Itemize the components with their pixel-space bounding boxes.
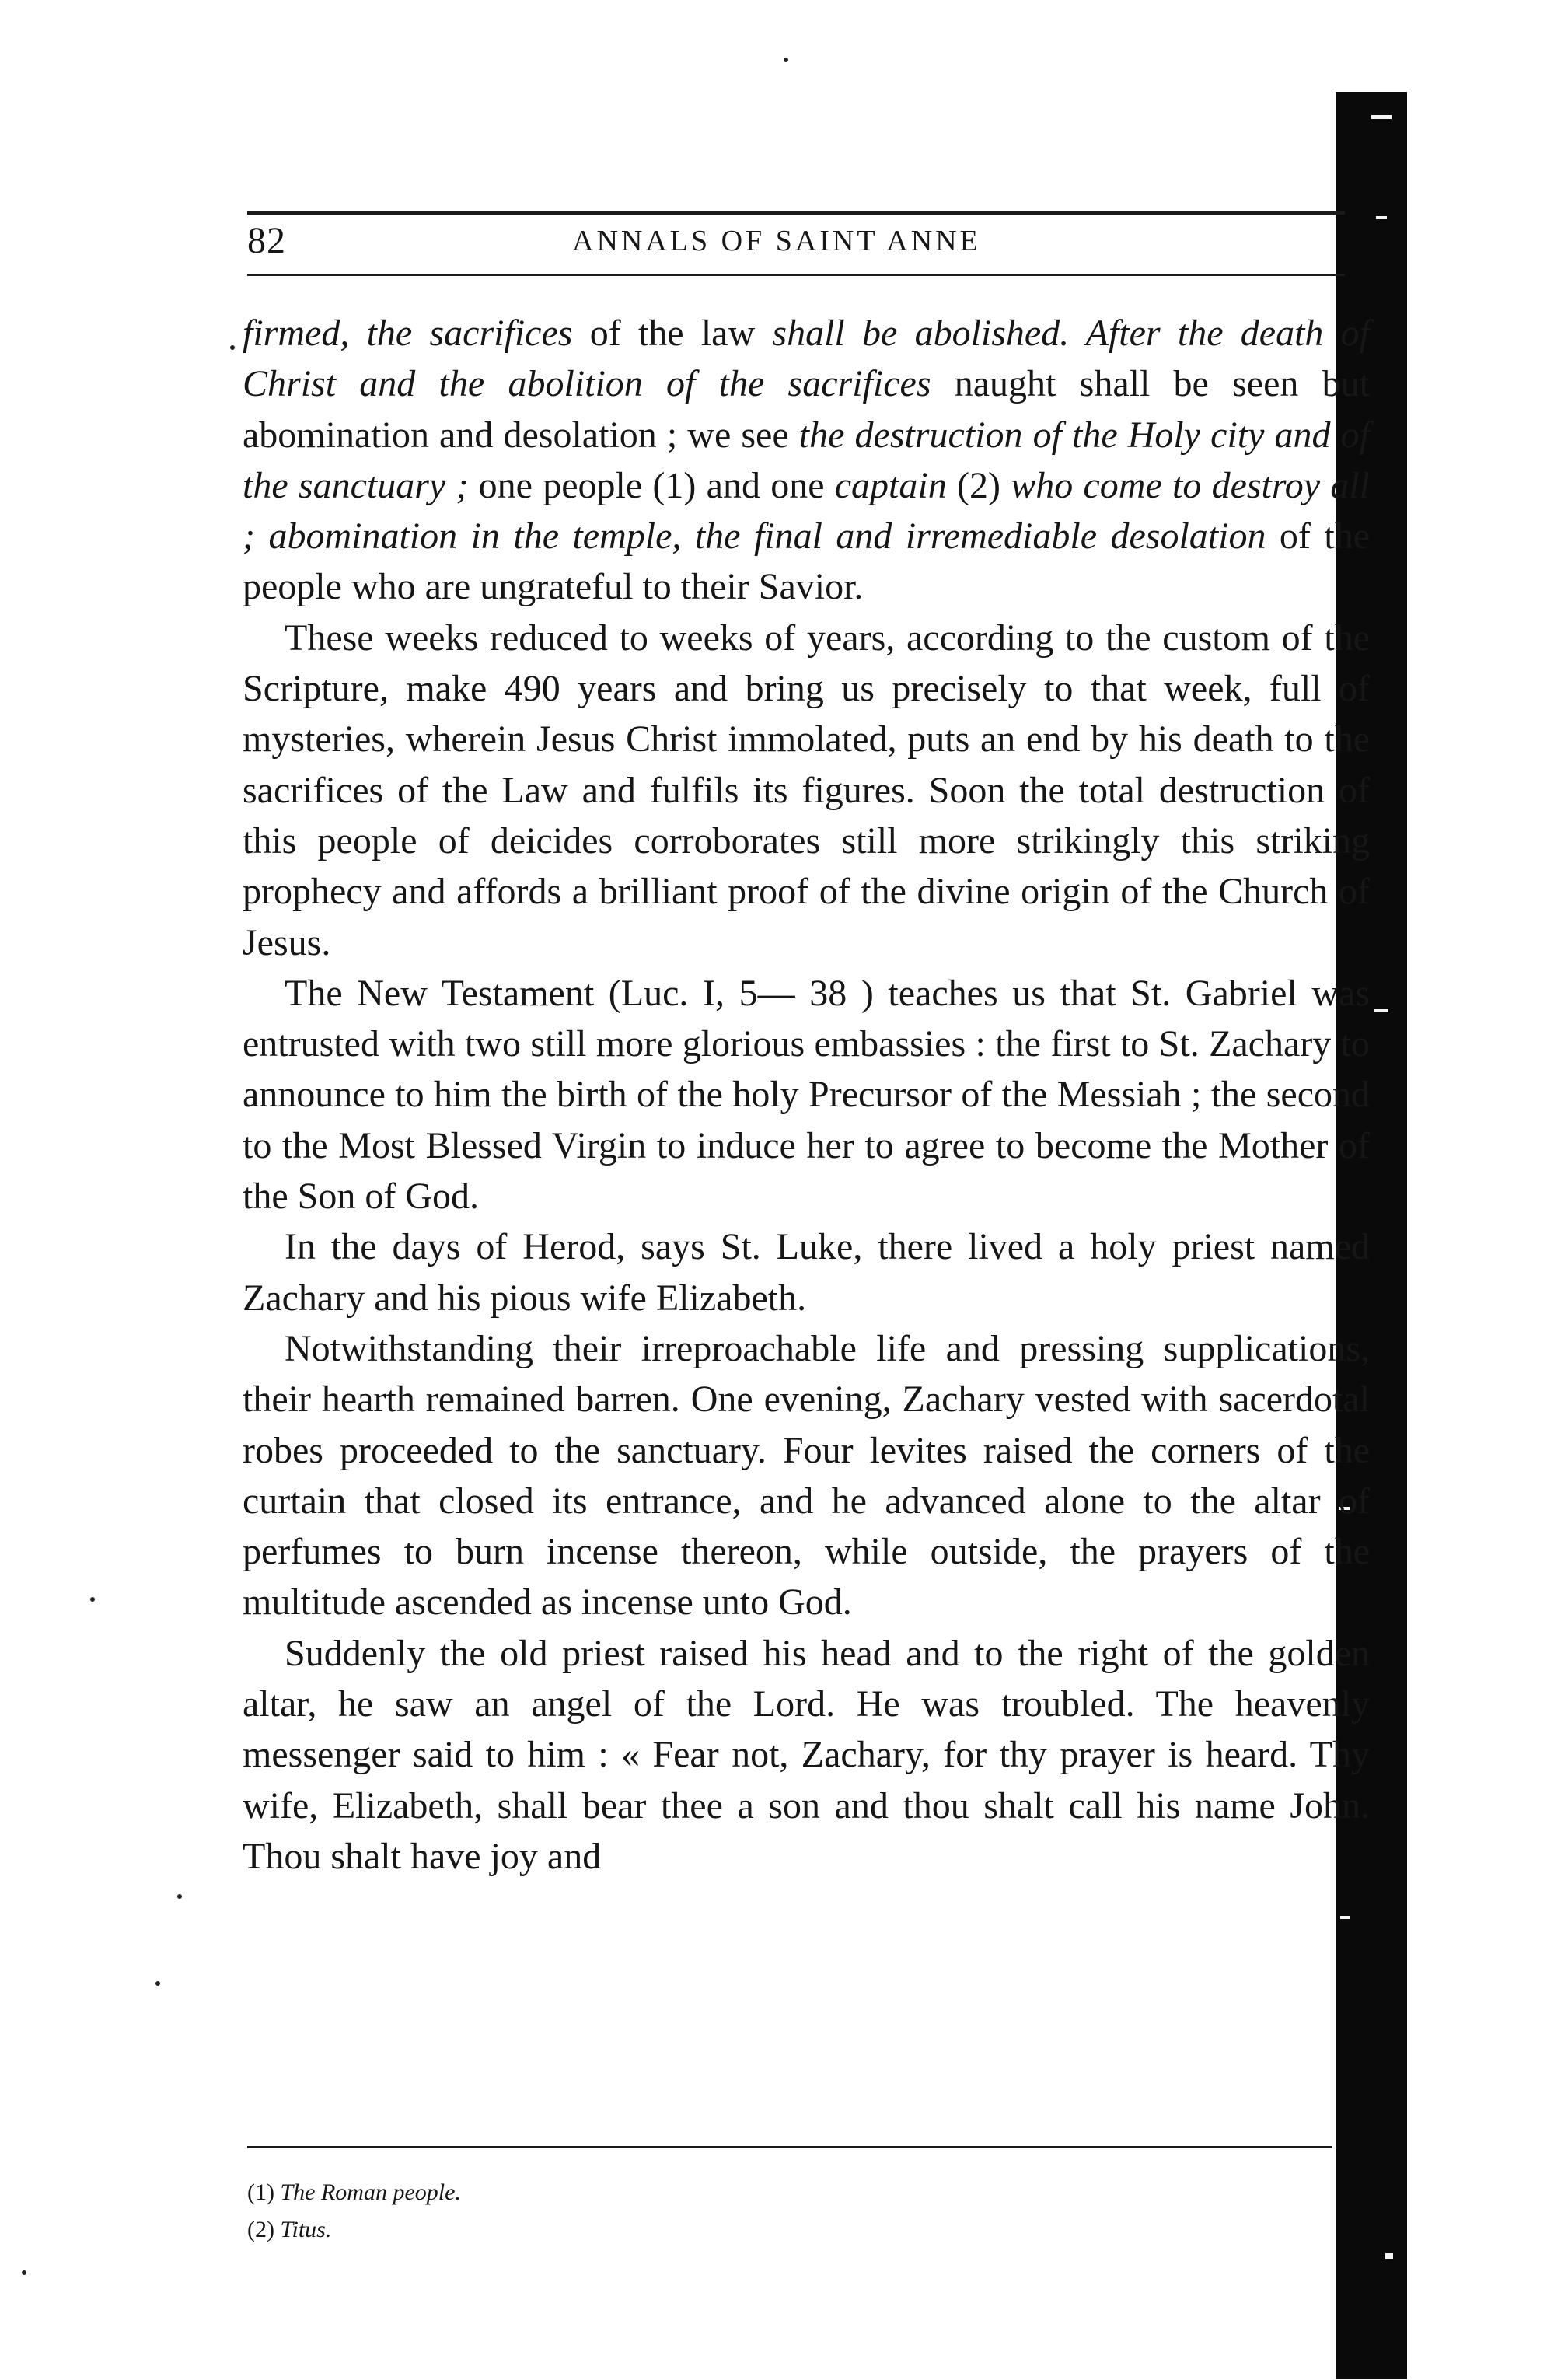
text-run: one people (1) and one — [468, 464, 835, 506]
scan-speck — [22, 2270, 26, 2275]
page-number: 82 — [247, 220, 286, 261]
text-run: of the law — [572, 313, 773, 354]
text-run: naught shall be seen but abomination and desolation ; we see — [243, 363, 1370, 456]
footnote-marker: (1) — [247, 2179, 274, 2205]
italic-run: shall be abolished. After the death of Christ and the abolition of the sacrifices — [243, 313, 1370, 405]
paragraph-notwithstanding: Notwithstanding their irreproachable life and pressing supplications, their hearth remained barren. One evening, Zachary vested with sacerdotal robes proceeded to the sanctuary. Four levites raised the corners of the curtain that closed its entrance, and he advanced alone to the altar of perfumes to burn incense thereon, while outside, the prayers of the multitude ascended as incense unto God. — [243, 1327, 1370, 1623]
header-bottom-rule — [247, 274, 1345, 276]
text-run: of the people who are ungrateful to their Savior. — [243, 515, 1370, 608]
italic-run: the destruction of the Holy city and of the sanctuary ; — [243, 414, 1370, 506]
footnote-text: Titus. — [280, 2217, 332, 2242]
paragraph-herod: In the days of Herod, says St. Luke, there lived a holy priest named Zachary and his pious wife Elizabeth. — [243, 1226, 1370, 1319]
italic-run: firmed, the sacrifices — [243, 313, 573, 354]
paragraph-new-testament: The New Testament (Luc. I, 5— 38 ) teaches us that St. Gabriel was entrusted with two still more glorious embassies : the first to St. Zachary to announce to him the birth of the holy Precursor of the Messiah ; the second to the Most Blessed Virgin to induce her to agree to become the Mother of the Son of God. — [243, 972, 1370, 1218]
footnotes — [247, 2174, 947, 2249]
scan-speck — [90, 1597, 95, 1602]
header-top-rule — [247, 211, 1345, 215]
paragraph-weeks: These weeks reduced to weeks of years, according to the custom of the Scripture, make 490 years and bring us precisely to that week, full of mysteries, wherein Jesus Christ immolated, puts an end by his death to the sacrifices of the Law and fulfils its figures. Soon the total destruction of this people of deicides corroborates still more strikingly this striking prophecy and affords a brilliant proof of the divine origin of the Church of Jesus. — [243, 617, 1370, 963]
footnote-2 — [247, 2211, 947, 2249]
footnote-marker: (2) — [247, 2217, 274, 2242]
paragraph-suddenly: Suddenly the old priest raised his head and to the right of the golden altar, he saw an angel of the Lord. He was troubled. The heavenly messenger said to him : « Fear not, Zachary, for thy prayer is heard. Thy wife, Elizabeth, shall bear thee a son and thou shalt call his name John. Thou shalt have joy and — [243, 1632, 1370, 1877]
footnote-text: The Roman people. — [280, 2179, 461, 2205]
italic-run: who come to destroy all ; abomination in the temple, the final and irremediable desolation — [243, 464, 1371, 557]
scan-speck — [784, 58, 788, 62]
footnote-rule — [247, 2146, 1332, 2148]
paragraph-continued — [243, 308, 1370, 613]
scan-speck — [230, 345, 235, 350]
scan-speck — [177, 1894, 182, 1899]
scan-speck — [155, 1981, 160, 1986]
text-run: (2) — [946, 464, 1011, 506]
footnote-1 — [247, 2174, 947, 2211]
italic-run: captain — [834, 464, 947, 506]
page-header — [247, 219, 1345, 266]
running-title: ANNALS OF SAINT ANNE — [572, 225, 981, 257]
page-body — [243, 308, 1370, 1882]
